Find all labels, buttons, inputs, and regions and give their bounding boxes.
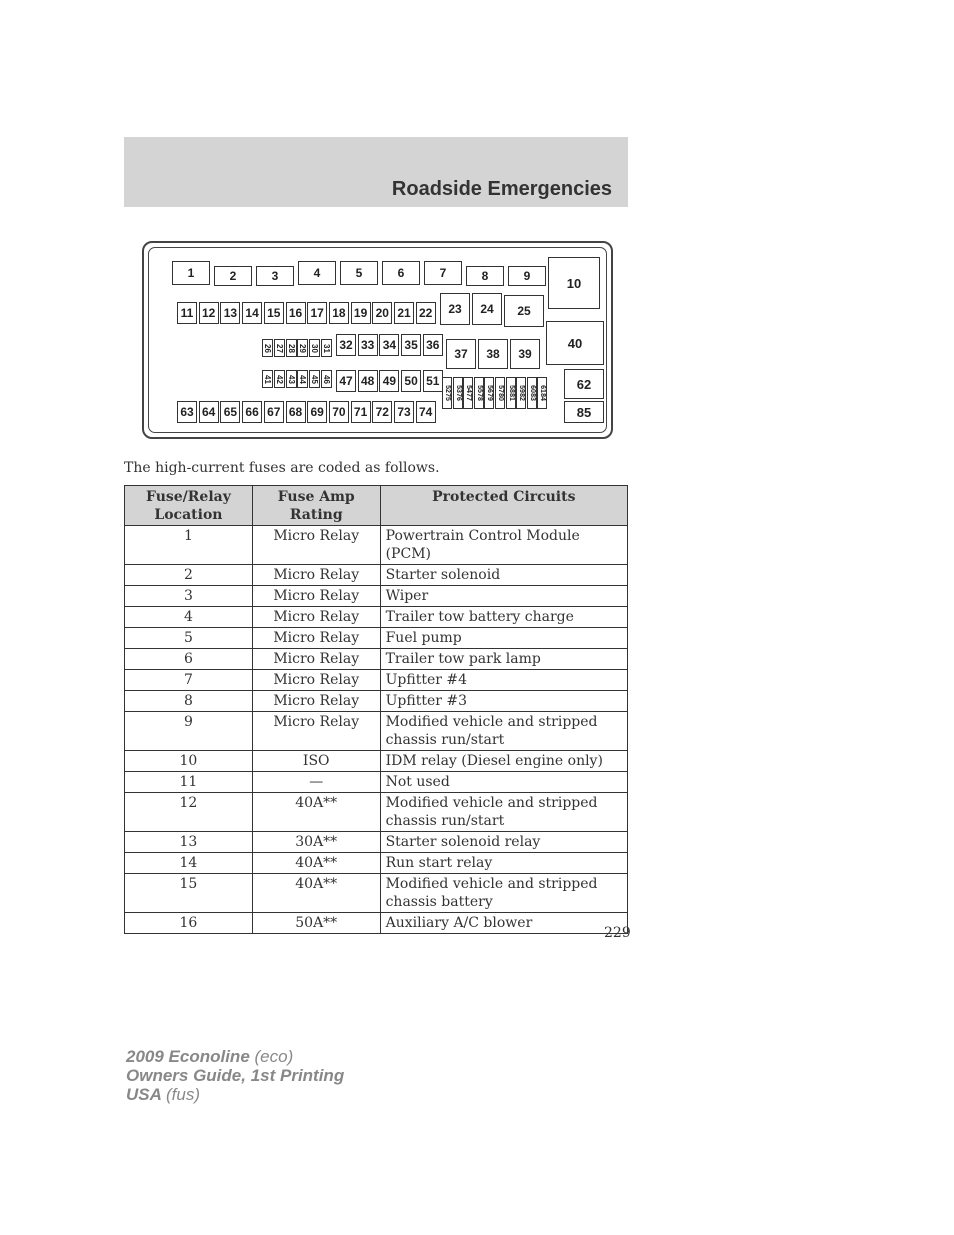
cell-amp-rating: 30A** xyxy=(252,832,380,853)
fuse-14 xyxy=(242,302,262,324)
fuse-56: 56 xyxy=(486,385,494,393)
mini-fuse-pair xyxy=(463,377,473,409)
cell-amp-rating: 40A** xyxy=(252,853,380,874)
cell-location: 9 xyxy=(125,712,253,751)
fuse-20 xyxy=(372,302,392,324)
fuse-44 xyxy=(297,370,308,388)
fuse-label: 35 xyxy=(404,338,418,352)
fuse-79: 79 xyxy=(486,393,494,401)
fuse-label: 40 xyxy=(567,335,583,351)
fuse-22 xyxy=(416,302,436,324)
fuse-30 xyxy=(309,339,320,357)
fuse-51 xyxy=(423,370,443,392)
fuse-4 xyxy=(298,261,336,285)
fuse-label: 27 xyxy=(274,343,284,353)
fuse-48 xyxy=(358,370,378,392)
fuse-55: 55 xyxy=(475,385,483,393)
table-row xyxy=(125,874,628,913)
cell-amp-rating: Micro Relay xyxy=(252,649,380,670)
fuse-label: 38 xyxy=(486,347,500,361)
cell-amp-rating: 40A** xyxy=(252,793,380,832)
fuse-12 xyxy=(199,302,219,324)
footer-model: 2009 Econoline xyxy=(126,1047,250,1066)
cell-amp-rating: 50A** xyxy=(252,913,380,934)
table-row xyxy=(125,691,628,712)
fuse-label: 71 xyxy=(353,405,368,419)
fuse-label: 33 xyxy=(361,338,375,352)
fuse-label: 62 xyxy=(576,376,592,392)
cell-location: 1 xyxy=(125,526,253,565)
cell-protected-circuit: Run start relay xyxy=(380,853,627,874)
fuse-31 xyxy=(321,339,332,357)
cell-location: 13 xyxy=(125,832,253,853)
cell-amp-rating: — xyxy=(252,772,380,793)
cell-amp-rating: Micro Relay xyxy=(252,628,380,649)
fuse-80: 80 xyxy=(496,393,504,401)
footer-model-code: (eco) xyxy=(254,1047,294,1066)
fuse-85 xyxy=(564,401,604,423)
fuse-72 xyxy=(372,401,392,423)
fuse-40 xyxy=(546,321,604,365)
mini-fuse-pair xyxy=(474,377,484,409)
fuse-42 xyxy=(274,370,285,388)
fuse-label: 20 xyxy=(375,306,389,320)
fuse-10 xyxy=(548,257,600,309)
fuse-8 xyxy=(466,266,504,286)
fuse-label: 64 xyxy=(202,405,216,419)
fuse-45 xyxy=(309,370,320,388)
fuse-29 xyxy=(297,339,308,357)
table-row xyxy=(125,526,628,565)
table-row xyxy=(125,607,628,628)
cell-protected-circuit: Modified vehicle and stripped chassis battery xyxy=(380,874,627,913)
mini-fuse-pair xyxy=(516,377,526,409)
fuse-label: 70 xyxy=(332,405,346,419)
fuse-label: 8 xyxy=(481,269,489,283)
table-row xyxy=(125,670,628,691)
cell-amp-rating: Micro Relay xyxy=(252,712,380,751)
fuse-label: 29 xyxy=(298,343,308,353)
cell-location: 3 xyxy=(125,586,253,607)
fuse-table xyxy=(124,485,628,934)
cell-amp-rating: Micro Relay xyxy=(252,670,380,691)
fuse-60: 60 xyxy=(528,385,536,393)
fuse-67 xyxy=(264,401,284,423)
fuse-label: 39 xyxy=(518,347,532,361)
fuse-box-diagram xyxy=(142,241,613,439)
fuse-label: 68 xyxy=(288,405,303,419)
fuse-label: 28 xyxy=(286,343,296,353)
cell-location: 16 xyxy=(125,913,253,934)
fuse-label: 2 xyxy=(229,269,237,283)
fuse-11 xyxy=(177,302,197,324)
fuse-label: 45 xyxy=(310,374,320,384)
fuse-5 xyxy=(340,261,378,285)
fuse-63 xyxy=(177,401,197,423)
fuse-59: 59 xyxy=(518,385,526,393)
fuse-37 xyxy=(446,339,476,369)
cell-amp-rating: Micro Relay xyxy=(252,565,380,586)
cell-location: 15 xyxy=(125,874,253,913)
fuse-label: 1 xyxy=(187,266,195,280)
mini-fuse-pair xyxy=(453,377,463,409)
fuse-35 xyxy=(401,334,421,356)
cell-protected-circuit: Powertrain Control Module (PCM) xyxy=(380,526,627,565)
cell-location: 2 xyxy=(125,565,253,586)
fuse-label: 69 xyxy=(310,405,324,419)
fuse-label: 44 xyxy=(298,374,308,384)
fuse-label: 34 xyxy=(382,338,397,352)
fuse-70 xyxy=(329,401,349,423)
cell-location: 10 xyxy=(125,751,253,772)
header-amp-rating: Fuse Amp Rating xyxy=(252,486,380,526)
cell-protected-circuit: Modified vehicle and stripped chassis run/start xyxy=(380,793,627,832)
cell-protected-circuit: Starter solenoid relay xyxy=(380,832,627,853)
fuse-39 xyxy=(510,339,540,369)
fuse-2 xyxy=(214,266,252,286)
cell-amp-rating: Micro Relay xyxy=(252,526,380,565)
mini-fuse-pair xyxy=(495,377,505,409)
fuse-49 xyxy=(379,370,399,392)
fuse-47 xyxy=(336,370,356,392)
fuse-label: 43 xyxy=(286,374,296,384)
table-body xyxy=(125,526,628,934)
fuse-label: 12 xyxy=(202,306,216,320)
fuse-46 xyxy=(321,370,332,388)
fuse-9 xyxy=(508,266,546,286)
table-row xyxy=(125,853,628,874)
fuse-3 xyxy=(256,266,294,286)
header-protected-circuits: Protected Circuits xyxy=(380,486,627,526)
fuse-83: 83 xyxy=(528,393,536,401)
fuse-21 xyxy=(394,302,414,324)
fuse-label: 6 xyxy=(397,266,405,280)
fuse-label: 51 xyxy=(426,374,440,388)
section-title: Roadside Emergencies xyxy=(391,178,612,200)
intro-text: The high-current fuses are coded as follows. xyxy=(124,460,440,476)
fuse-19 xyxy=(351,302,371,324)
fuse-label: 74 xyxy=(419,405,433,419)
fuse-label: 73 xyxy=(397,405,411,419)
fuse-label: 32 xyxy=(339,338,353,352)
fuse-label: 15 xyxy=(267,306,281,320)
fuse-label: 30 xyxy=(310,343,320,353)
fuse-58: 58 xyxy=(507,385,515,393)
table-row xyxy=(125,832,628,853)
fuse-28 xyxy=(286,339,297,357)
fuse-label: 65 xyxy=(223,405,238,419)
table-row xyxy=(125,565,628,586)
cell-protected-circuit: Trailer tow battery charge xyxy=(380,607,627,628)
fuse-label: 5 xyxy=(355,266,363,280)
fuse-label: 16 xyxy=(288,306,303,320)
fuse-27 xyxy=(274,339,285,357)
footer-market-code: (fus) xyxy=(166,1085,200,1104)
fuse-label: 67 xyxy=(267,405,281,419)
fuse-6 xyxy=(382,261,420,285)
fuse-78: 78 xyxy=(475,393,483,401)
fuse-label: 18 xyxy=(332,306,346,320)
fuse-43 xyxy=(286,370,297,388)
fuse-label: 4 xyxy=(313,266,321,280)
fuse-label: 47 xyxy=(339,374,353,388)
fuse-54: 54 xyxy=(465,385,473,393)
fuse-25 xyxy=(504,295,544,327)
fuse-label: 48 xyxy=(361,374,375,388)
fuse-label: 23 xyxy=(448,302,462,316)
fuse-label: 19 xyxy=(353,306,368,320)
fuse-77: 77 xyxy=(465,393,473,401)
cell-protected-circuit: Fuel pump xyxy=(380,628,627,649)
fuse-label: 9 xyxy=(523,269,531,283)
fuse-label: 72 xyxy=(375,405,389,419)
footer-line-2: Owners Guide, 1st Printing xyxy=(126,1066,345,1085)
fuse-label: 11 xyxy=(180,306,194,320)
fuse-1 xyxy=(172,261,210,285)
table-row xyxy=(125,649,628,670)
fuse-label: 25 xyxy=(517,304,531,318)
footer-line-1 xyxy=(126,1047,344,1066)
cell-protected-circuit: Wiper xyxy=(380,586,627,607)
fuse-75: 75 xyxy=(443,393,451,401)
fuse-64 xyxy=(199,401,219,423)
fuse-33 xyxy=(358,334,378,356)
section-header-band xyxy=(124,137,628,207)
cell-location: 14 xyxy=(125,853,253,874)
fuse-82: 82 xyxy=(518,393,526,401)
table-header-row xyxy=(125,486,628,526)
fuse-label: 22 xyxy=(419,306,433,320)
table-row xyxy=(125,772,628,793)
fuse-76: 76 xyxy=(454,393,462,401)
fuse-81: 81 xyxy=(507,393,515,401)
footer-market: USA xyxy=(126,1085,162,1104)
cell-protected-circuit: IDM relay (Diesel engine only) xyxy=(380,751,627,772)
fuse-61: 61 xyxy=(539,385,547,393)
cell-protected-circuit: Starter solenoid xyxy=(380,565,627,586)
table-row xyxy=(125,586,628,607)
fuse-23 xyxy=(440,293,470,325)
cell-location: 11 xyxy=(125,772,253,793)
cell-protected-circuit: Upfitter #3 xyxy=(380,691,627,712)
fuse-52: 52 xyxy=(443,385,451,393)
fuse-label: 50 xyxy=(404,374,418,388)
cell-protected-circuit: Modified vehicle and stripped chassis run/start xyxy=(380,712,627,751)
fuse-label: 46 xyxy=(322,374,331,384)
fuse-label: 13 xyxy=(223,306,238,320)
cell-amp-rating: 40A** xyxy=(252,874,380,913)
cell-protected-circuit: Trailer tow park lamp xyxy=(380,649,627,670)
table-row xyxy=(125,793,628,832)
cell-amp-rating: Micro Relay xyxy=(252,691,380,712)
mini-fuse-pair xyxy=(537,377,547,409)
fuse-68 xyxy=(286,401,306,423)
cell-protected-circuit: Auxiliary A/C blower xyxy=(380,913,627,934)
cell-location: 12 xyxy=(125,793,253,832)
cell-amp-rating: Micro Relay xyxy=(252,586,380,607)
table-row xyxy=(125,628,628,649)
fuse-84: 84 xyxy=(539,393,547,401)
cell-location: 8 xyxy=(125,691,253,712)
fuse-label: 49 xyxy=(382,374,397,388)
table-row xyxy=(125,712,628,751)
fuse-label: 63 xyxy=(180,405,194,419)
fuse-24 xyxy=(472,293,502,325)
fuse-32 xyxy=(336,334,356,356)
fuse-41 xyxy=(262,370,273,388)
fuse-label: 31 xyxy=(322,343,331,353)
fuse-label: 36 xyxy=(426,338,440,352)
fuse-74 xyxy=(416,401,436,423)
cell-amp-rating: Micro Relay xyxy=(252,607,380,628)
fuse-34 xyxy=(379,334,399,356)
cell-location: 5 xyxy=(125,628,253,649)
mini-fuse-pair xyxy=(442,377,452,409)
fuse-53: 53 xyxy=(454,385,462,393)
fuse-62 xyxy=(564,369,604,399)
fuse-label: 85 xyxy=(576,404,592,420)
footer xyxy=(126,1047,344,1104)
fuse-36 xyxy=(423,334,443,356)
fuse-57: 57 xyxy=(496,385,504,393)
fuse-label: 66 xyxy=(245,405,259,419)
fuse-label: 17 xyxy=(310,306,324,320)
fuse-15 xyxy=(264,302,284,324)
fuse-65 xyxy=(220,401,240,423)
fuse-17 xyxy=(307,302,327,324)
fuse-label: 3 xyxy=(271,269,279,283)
fuse-38 xyxy=(478,339,508,369)
fuse-16 xyxy=(286,302,306,324)
fuse-label: 26 xyxy=(263,343,272,353)
footer-line-3 xyxy=(126,1085,344,1104)
mini-fuse-pair xyxy=(506,377,516,409)
fuse-18 xyxy=(329,302,349,324)
cell-amp-rating: ISO xyxy=(252,751,380,772)
cell-protected-circuit: Upfitter #4 xyxy=(380,670,627,691)
fuse-label: 37 xyxy=(454,347,468,361)
fuse-label: 42 xyxy=(274,374,284,384)
fuse-label: 21 xyxy=(397,306,411,320)
mini-fuse-pair xyxy=(484,377,494,409)
fuse-13 xyxy=(220,302,240,324)
cell-location: 7 xyxy=(125,670,253,691)
fuse-label: 14 xyxy=(245,306,259,320)
table-row xyxy=(125,751,628,772)
fuse-71 xyxy=(351,401,371,423)
fuse-label: 41 xyxy=(263,374,272,384)
mini-fuse-pair xyxy=(527,377,537,409)
fuse-69 xyxy=(307,401,327,423)
table-row xyxy=(125,913,628,934)
fuse-66 xyxy=(242,401,262,423)
fuse-label: 24 xyxy=(480,302,494,316)
fuse-label: 7 xyxy=(439,266,447,280)
cell-location: 6 xyxy=(125,649,253,670)
header-location: Fuse/Relay Location xyxy=(125,486,253,526)
fuse-label: 10 xyxy=(566,275,582,291)
cell-location: 4 xyxy=(125,607,253,628)
fuse-7 xyxy=(424,261,462,285)
cell-protected-circuit: Not used xyxy=(380,772,627,793)
fuse-26 xyxy=(262,339,273,357)
fuse-50 xyxy=(401,370,421,392)
page-number: 229 xyxy=(604,925,631,941)
fuse-73 xyxy=(394,401,414,423)
